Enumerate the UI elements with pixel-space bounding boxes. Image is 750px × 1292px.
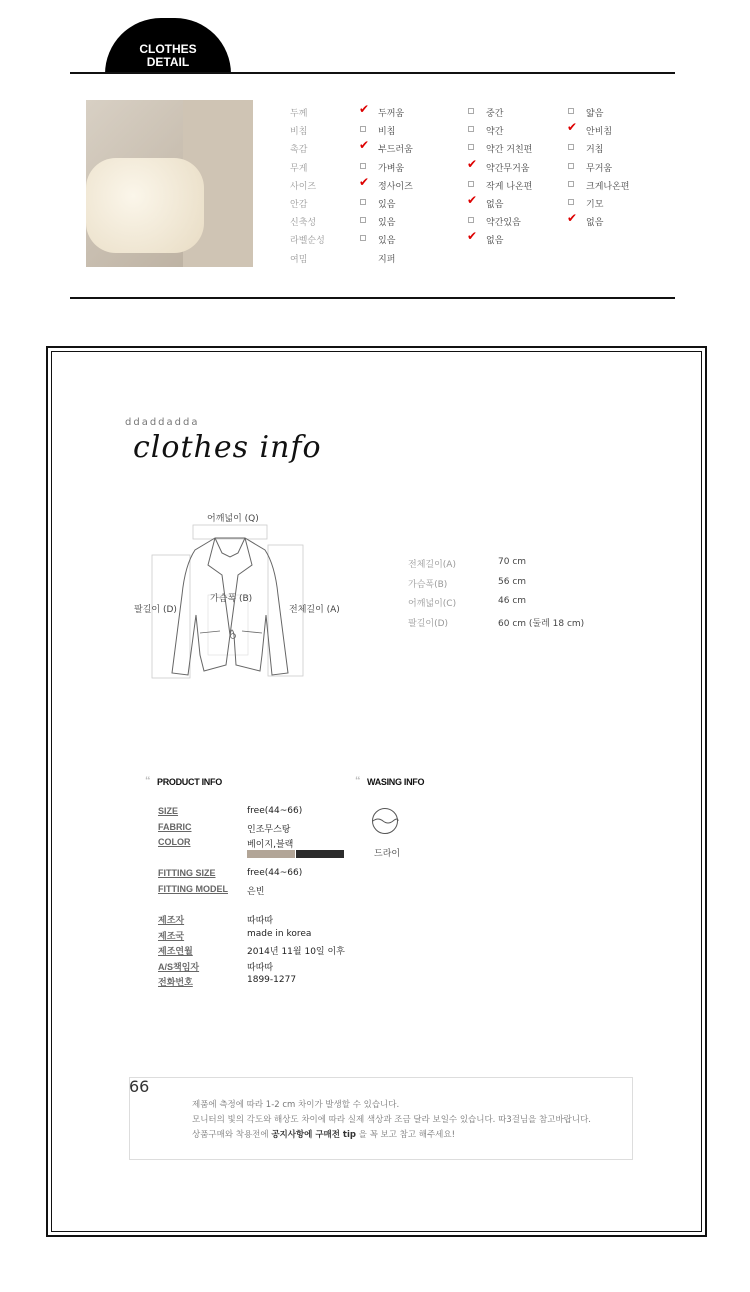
spec-label: 사이즈 — [290, 181, 317, 192]
measurement-key: 전체길이(A) — [408, 560, 456, 570]
product-info-value: free(44~66) — [247, 806, 303, 816]
spec-label: 여밈 — [290, 254, 308, 265]
empty-checkbox-icon — [360, 235, 366, 241]
top-divider — [70, 72, 675, 74]
spec-option-text: 두꺼움 — [378, 109, 405, 119]
spec-option-text: 작게 나온편 — [486, 181, 533, 192]
product-info-key: FITTING SIZE — [158, 868, 216, 878]
spec-label: 신축성 — [290, 218, 317, 229]
spec-option-text: 정사이즈 — [378, 181, 413, 192]
detail-tab-line1: CLOTHES — [139, 42, 197, 56]
product-info-key: SIZE — [158, 806, 179, 816]
product-info-value: 은빈 — [247, 886, 265, 897]
color-swatch-black — [296, 850, 344, 858]
check-mark-icon: ✔ — [467, 193, 478, 207]
spec-label: 두께 — [290, 109, 308, 119]
washing-info-heading — [355, 775, 425, 787]
brand-name: ddaddadda — [125, 417, 200, 428]
check-mark-icon: ✔ — [359, 102, 370, 116]
spec-label: 비침 — [290, 127, 308, 138]
notice-line-3-bold: 공지사항에 구매전 tip — [271, 1130, 356, 1140]
product-info-heading-text: PRODUCT INFO — [157, 777, 222, 787]
product-photo — [86, 100, 253, 267]
empty-checkbox-icon — [568, 181, 574, 187]
empty-checkbox-icon — [568, 108, 574, 114]
spec-option-text: 약간무거움 — [486, 163, 530, 174]
label-chest: 가슴폭 (B) — [210, 594, 253, 604]
product-info-value: free(44~66) — [247, 868, 303, 878]
product-info-value: 인조무스탕 — [247, 824, 291, 835]
empty-checkbox-icon — [360, 217, 366, 223]
notice-line-3 — [192, 1128, 455, 1140]
empty-checkbox-icon — [360, 126, 366, 132]
clothes-info-title: clothes info — [133, 430, 322, 465]
spec-option-text: 없음 — [486, 236, 504, 247]
spec-option-text: 기모 — [586, 200, 604, 210]
product-info-value: 2014년 11월 10일 이후 — [247, 947, 345, 957]
spec-option-text: 약간있음 — [486, 218, 521, 229]
color-swatch-beige — [247, 850, 295, 858]
empty-checkbox-icon — [360, 199, 366, 205]
product-info-heading — [145, 775, 222, 787]
measurement-key: 팔길이(D) — [408, 618, 449, 629]
clothes-detail-tab — [105, 18, 231, 74]
measurement-key: 어깨넓이(C) — [408, 599, 457, 609]
empty-checkbox-icon — [468, 126, 474, 132]
spec-option-text: 약간 거친편 — [486, 145, 533, 156]
notice-line-2: 모니터의 빛의 각도와 해상도 차이에 따라 실제 색상과 조금 달라 보일수 있습니다. 따3걸님을 참고바랍니다. — [192, 1115, 592, 1125]
product-info-value: 1899-1277 — [247, 975, 297, 985]
quote-mark-icon: “ — [355, 775, 361, 787]
washing-info-heading-text: WASING INFO — [367, 777, 425, 787]
product-info-key: 제조연월 — [158, 946, 193, 956]
dry-clean-icon — [371, 807, 399, 835]
detail-tab-line2: DETAIL — [146, 55, 190, 69]
measurement-value: 70 cm — [498, 557, 527, 567]
product-info-key: COLOR — [158, 837, 191, 847]
washing-label: 드라이 — [374, 849, 401, 859]
measurement-value: 46 cm — [498, 596, 527, 606]
check-mark-icon: ✔ — [567, 120, 578, 135]
spec-option-text: 없음 — [586, 218, 604, 229]
product-info-key: A/S책임자 — [158, 961, 200, 972]
measurement-key: 가슴폭(B) — [408, 579, 448, 590]
spec-label: 안감 — [290, 200, 308, 210]
check-mark-icon: ✔ — [467, 229, 478, 244]
label-total-length: 전체길이 (A) — [289, 605, 340, 615]
notice-quote-icon — [129, 1077, 149, 1096]
spec-option-text: 중간 — [486, 109, 504, 119]
spec-label: 라벨순성 — [290, 236, 325, 247]
spec-option-text: 안비침 — [586, 127, 613, 138]
empty-checkbox-icon — [468, 108, 474, 114]
spec-option-text: 약간 — [486, 127, 504, 138]
check-mark-icon: ✔ — [359, 138, 370, 153]
empty-checkbox-icon — [568, 163, 574, 169]
measurement-value: 60 cm (둘레 18 cm) — [498, 618, 585, 629]
notice-line-3-pre: 상품구매와 착용전에 — [192, 1130, 272, 1140]
product-info-key: 제조자 — [158, 915, 185, 925]
spec-option-text: 있음 — [378, 218, 396, 229]
spec-option-text: 거침 — [586, 145, 604, 156]
check-mark-icon: ✔ — [359, 174, 370, 189]
product-info-key: 전화번호 — [158, 977, 193, 987]
quote-mark-icon: “ — [145, 775, 151, 787]
product-info-value: 따따따 — [247, 962, 274, 973]
label-sleeve: 팔길이 (D) — [134, 605, 177, 615]
spec-option-text: 있음 — [378, 236, 396, 247]
product-info-value: 베이지,블랙 — [247, 840, 294, 850]
spec-option-text: 있음 — [378, 200, 396, 210]
spec-value-text: 지퍼 — [378, 254, 396, 265]
spec-option-text: 비침 — [378, 127, 396, 138]
bottom-divider — [70, 297, 675, 299]
product-info-key: FABRIC — [158, 821, 192, 832]
photo-shearling-cuff — [86, 158, 204, 253]
product-info-value: made in korea — [247, 928, 312, 939]
empty-checkbox-icon — [468, 181, 474, 187]
empty-checkbox-icon — [468, 217, 474, 223]
notice-line-3-post: 을 꼭 보고 참고 해주세요! — [355, 1130, 456, 1140]
spec-option-text: 부드러움 — [378, 145, 413, 156]
spec-option-text: 크게나온편 — [586, 181, 630, 192]
product-info-key: 제조국 — [158, 930, 185, 941]
empty-checkbox-icon — [568, 199, 574, 205]
spec-option-text: 가벼움 — [378, 163, 405, 174]
empty-checkbox-icon — [360, 163, 366, 169]
check-mark-icon: ✔ — [567, 211, 578, 226]
empty-checkbox-icon — [568, 144, 574, 150]
spec-option-text: 없음 — [486, 200, 504, 210]
spec-label: 무게 — [290, 163, 308, 174]
product-info-value: 따따따 — [247, 916, 274, 926]
check-mark-icon: ✔ — [467, 156, 478, 171]
empty-checkbox-icon — [468, 144, 474, 150]
measurement-value: 56 cm — [498, 576, 527, 587]
spec-label: 촉감 — [290, 145, 308, 156]
label-shoulder: 어깨넓이 (Q) — [207, 514, 259, 524]
product-info-key: FITTING MODEL — [158, 883, 228, 894]
spec-option-text: 얇음 — [586, 109, 604, 119]
notice-line-1: 제품에 측정에 따라 1-2 cm 차이가 발생할 수 있습니다. — [192, 1100, 400, 1110]
notice-quote-glyph: 66 — [129, 1077, 150, 1096]
spec-option-text: 무거움 — [586, 163, 613, 174]
